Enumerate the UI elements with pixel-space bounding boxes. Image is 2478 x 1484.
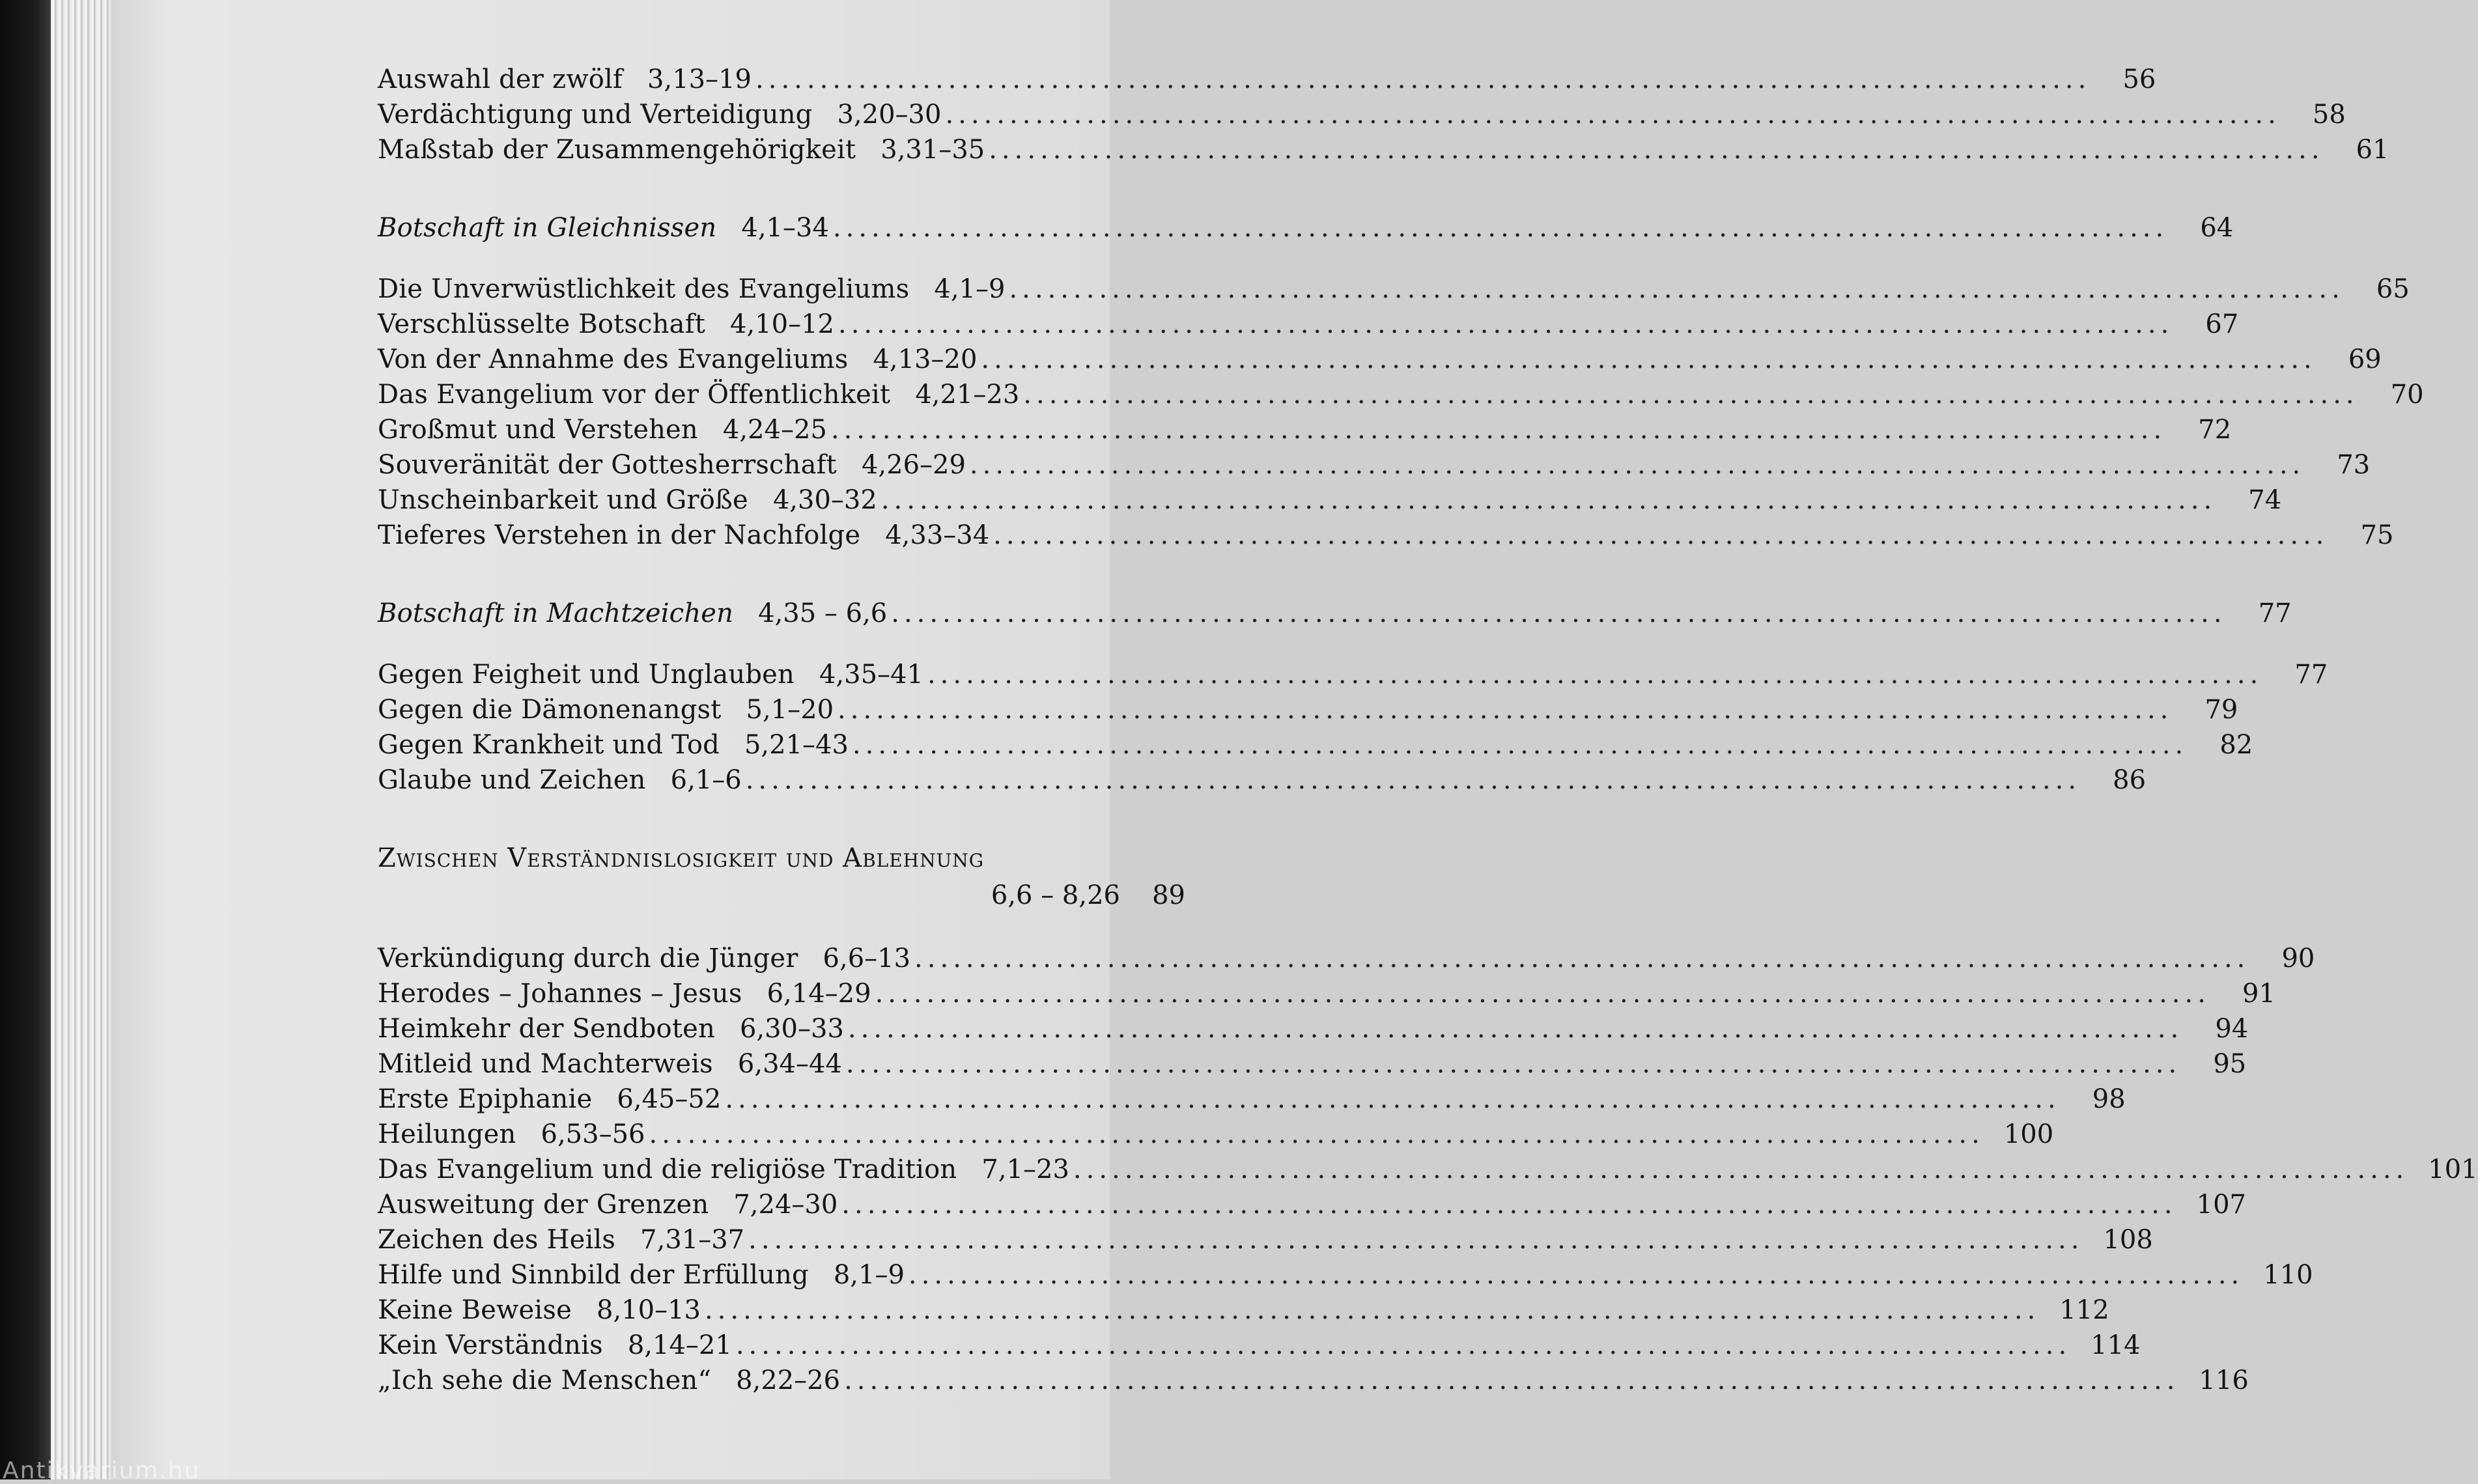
- toc-entry: [378, 976, 2275, 1011]
- entry-reference: 3,20–30: [837, 100, 942, 130]
- dot-leader: ........................................................................................................: [969, 450, 2305, 480]
- entry-reference: 6,6–13: [823, 944, 911, 973]
- toc-entry: [378, 727, 2253, 763]
- entry-reference: 4,33–34: [885, 520, 990, 550]
- dot-leader: ........................................................................................................: [1009, 274, 2344, 304]
- entry-page-number: 101: [2428, 1155, 2478, 1184]
- entry-title: Hilfe und Sinnbild der Erfüllung: [378, 1260, 809, 1290]
- entry-page-number: 86: [2113, 765, 2147, 795]
- entry-reference: 6,45–52: [617, 1084, 722, 1114]
- entry-title: Tieferes Verstehen in der Nachfolge: [378, 520, 861, 550]
- entry-page-number: 95: [2213, 1049, 2247, 1079]
- toc-entry: [378, 1257, 2313, 1293]
- chapter-heading: Zwischen Verständnislosigkeit und Ablehnung: [378, 843, 985, 873]
- entry-page-number: 100: [2003, 1119, 2054, 1149]
- section-reference: 4,1–34: [741, 213, 829, 243]
- entry-title: Zeichen des Heils: [378, 1225, 616, 1255]
- entry-title: Ausweitung der Grenzen: [378, 1190, 709, 1220]
- entry-title: Souveränität der Gottesherrschaft: [378, 450, 837, 480]
- entry-reference: 8,22–26: [736, 1365, 841, 1395]
- entry-title: Das Evangelium und die religiöse Tradition: [378, 1155, 957, 1184]
- entry-title: Heimkehr der Sendboten: [378, 1014, 715, 1044]
- entry-reference: 7,1–23: [981, 1155, 1069, 1184]
- toc-entry: [378, 412, 2232, 447]
- dot-leader: ........................................................................................................: [880, 485, 2217, 515]
- dot-leader: ........................................................................................................: [748, 1225, 2084, 1255]
- entry-reference: 4,35–41: [819, 660, 923, 690]
- entry-title: Glaube und Zeichen: [378, 765, 646, 795]
- entry-title: Die Unverwüstlichkeit des Evangeliums: [378, 274, 910, 304]
- toc-entry: [378, 483, 2282, 518]
- toc-group-1: [378, 62, 2389, 167]
- toc-entry: [378, 1293, 2109, 1328]
- dot-leader: ........................................................................................................: [847, 1014, 2184, 1044]
- toc-group-3: [378, 657, 2328, 798]
- toc-entry: [378, 657, 2328, 692]
- dot-leader: ........................................................................................................: [1023, 380, 2359, 410]
- toc-entry: [378, 941, 2315, 976]
- dot-leader: ........................................................................................................: [891, 598, 2227, 628]
- section-page-number: 64: [2200, 213, 2234, 243]
- entry-page-number: 98: [2092, 1084, 2126, 1114]
- toc-entry: [378, 377, 2424, 412]
- entry-page-number: 58: [2312, 100, 2346, 130]
- entry-page-number: 94: [2215, 1014, 2249, 1044]
- dot-leader: ........................................................................................................: [838, 695, 2173, 725]
- toc-group-2: [378, 272, 2424, 553]
- toc-entry: [378, 1328, 2141, 1363]
- entry-reference: 3,13–19: [647, 64, 752, 94]
- entry-reference: 6,14–29: [767, 979, 871, 1009]
- entry-title: Verdächtigung und Verteidigung: [378, 100, 813, 130]
- toc-entry: [378, 518, 2394, 553]
- toc-entry: [378, 1011, 2249, 1046]
- section-title: Botschaft in Machtzeichen: [378, 598, 734, 628]
- entry-title: Herodes – Johannes – Jesus: [378, 979, 742, 1009]
- entry-page-number: 65: [2376, 274, 2410, 304]
- entry-reference: 3,31–35: [880, 135, 985, 165]
- entry-title: Unscheinbarkeit und Größe: [378, 485, 748, 515]
- entry-reference: 8,14–21: [627, 1330, 732, 1360]
- entry-title: Erste Epiphanie: [378, 1084, 593, 1114]
- entry-page-number: 75: [2360, 520, 2394, 550]
- entry-reference: 4,13–20: [873, 344, 978, 374]
- toc-entry: [378, 132, 2389, 167]
- chapter-page-number: 89: [1152, 880, 1185, 910]
- toc-section-gleichnisse: [378, 210, 2234, 245]
- dot-leader: ........................................................................................................: [844, 1365, 2180, 1395]
- entry-title: Gegen Feigheit und Unglauben: [378, 660, 795, 690]
- toc-entry: [378, 1363, 2249, 1398]
- entry-page-number: 56: [2122, 64, 2156, 94]
- entry-title: Verkündigung durch die Jünger: [378, 944, 798, 973]
- entry-title: Mitleid und Machterweis: [378, 1049, 713, 1079]
- book-spine: [0, 0, 51, 1479]
- entry-title: Maßstab der Zusammengehörigkeit: [378, 135, 856, 165]
- entry-page-number: 74: [2248, 485, 2282, 515]
- entry-reference: 4,30–32: [772, 485, 877, 515]
- dot-leader: ........................................................................................................: [725, 1084, 2061, 1114]
- entry-reference: 4,10–12: [730, 309, 834, 339]
- toc-entry: [378, 447, 2371, 483]
- dot-leader: ........................................................................................................: [914, 944, 2250, 973]
- toc-entry: [378, 272, 2410, 307]
- toc-group-4: [378, 941, 2478, 1398]
- entry-title: Von der Annahme des Evangeliums: [378, 344, 849, 374]
- section-page-number: 77: [2258, 598, 2292, 628]
- entry-title: Gegen die Dämonenangst: [378, 695, 722, 725]
- entry-reference: 4,26–29: [861, 450, 966, 480]
- entry-reference: 6,30–33: [739, 1014, 844, 1044]
- entry-reference: 6,1–6: [670, 765, 742, 795]
- entry-page-number: 110: [2263, 1260, 2313, 1290]
- entry-reference: 6,34–44: [737, 1049, 842, 1079]
- entry-reference: 4,21–23: [915, 380, 1020, 410]
- dot-leader: ........................................................................................................: [981, 344, 2316, 374]
- entry-page-number: 77: [2294, 660, 2328, 690]
- entry-title: Verschlüsselte Botschaft: [378, 309, 706, 339]
- section-reference: 4,35 – 6,6: [758, 598, 888, 628]
- chapter-reference-line: [378, 876, 1185, 915]
- dot-leader: ........................................................................................................: [649, 1119, 1984, 1149]
- toc-entry: [378, 1117, 2054, 1152]
- dot-leader: ........................................................................................................: [745, 765, 2081, 795]
- toc-entry: [378, 763, 2147, 798]
- entry-page-number: 61: [2356, 135, 2389, 165]
- entry-title: Großmut und Verstehen: [378, 415, 698, 445]
- entry-reference: 5,21–43: [744, 730, 849, 760]
- toc-entry: [378, 1222, 2153, 1257]
- entry-page-number: 90: [2281, 944, 2315, 973]
- entry-reference: 4,1–9: [934, 274, 1006, 304]
- dot-leader: ........................................................................................................: [908, 1260, 2244, 1290]
- entry-reference: 5,1–20: [746, 695, 834, 725]
- toc-section-machtzeichen: [378, 596, 2292, 631]
- dot-leader: ........................................................................................................: [845, 1049, 2182, 1079]
- dot-leader: ........................................................................................................: [832, 213, 2169, 243]
- entry-page-number: 72: [2198, 415, 2232, 445]
- dot-leader: ........................................................................................................: [838, 309, 2174, 339]
- entry-title: Kein Verständnis: [378, 1330, 603, 1360]
- entry-title: Das Evangelium vor der Öffentlichkeit: [378, 380, 891, 410]
- entry-reference: 8,10–13: [597, 1295, 701, 1325]
- dot-leader: ........................................................................................................: [927, 660, 2263, 690]
- toc-entry: [378, 1046, 2247, 1082]
- entry-reference: 6,53–56: [541, 1119, 645, 1149]
- dot-leader: ........................................................................................................: [852, 730, 2188, 760]
- dot-leader: ........................................................................................................: [735, 1330, 2072, 1360]
- toc-entry: [378, 1187, 2246, 1222]
- entry-title: Gegen Krankheit und Tod: [378, 730, 720, 760]
- entry-page-number: 79: [2204, 695, 2238, 725]
- entry-title: „Ich sehe die Menschen“: [378, 1365, 712, 1395]
- entry-page-number: 82: [2219, 730, 2253, 760]
- entry-page-number: 67: [2205, 309, 2239, 339]
- section-title: Botschaft in Gleichnissen: [378, 213, 717, 243]
- dot-leader: ........................................................................................................: [993, 520, 2329, 550]
- entry-page-number: 73: [2337, 450, 2371, 480]
- entry-title: Auswahl der zwölf: [378, 64, 623, 94]
- toc-entry: [378, 692, 2238, 727]
- book-page: [111, 0, 2478, 1479]
- toc-entry: [378, 342, 2382, 377]
- toc-entry: [378, 62, 2156, 97]
- entry-reference: 7,24–30: [733, 1190, 838, 1220]
- entry-reference: 8,1–9: [833, 1260, 905, 1290]
- entry-page-number: 107: [2196, 1190, 2246, 1220]
- toc-entry: [378, 97, 2346, 132]
- entry-title: Heilungen: [378, 1119, 516, 1149]
- entry-reference: 4,24–25: [722, 415, 827, 445]
- dot-leader: ........................................................................................................: [945, 100, 2281, 130]
- chapter-reference: 6,6 – 8,26: [991, 880, 1120, 910]
- entry-page-number: 112: [2059, 1295, 2109, 1325]
- dot-leader: ........................................................................................................: [704, 1295, 2040, 1325]
- entry-page-number: 69: [2348, 344, 2382, 374]
- table-of-contents: [378, 62, 2478, 1398]
- entry-title: Keine Beweise: [378, 1295, 572, 1325]
- dot-leader: ........................................................................................................: [989, 135, 2324, 165]
- entry-page-number: 116: [2199, 1365, 2249, 1395]
- watermark: Antikvarium.hu: [3, 1457, 201, 1484]
- toc-entry: [378, 1082, 2126, 1117]
- entry-page-number: 108: [2103, 1225, 2153, 1255]
- dot-leader: ........................................................................................................: [755, 64, 2091, 94]
- entry-page-number: 70: [2390, 380, 2424, 410]
- dot-leader: ........................................................................................................: [1073, 1155, 2409, 1184]
- dot-leader: ........................................................................................................: [841, 1190, 2177, 1220]
- dot-leader: ........................................................................................................: [830, 415, 2167, 445]
- entry-reference: 7,31–37: [640, 1225, 745, 1255]
- entry-page-number: 114: [2091, 1330, 2141, 1360]
- entry-page-number: 91: [2242, 979, 2275, 1009]
- page-edges: [51, 0, 111, 1479]
- toc-entry: [378, 1152, 2478, 1187]
- toc-entry: [378, 307, 2239, 342]
- dot-leader: ........................................................................................................: [875, 979, 2210, 1009]
